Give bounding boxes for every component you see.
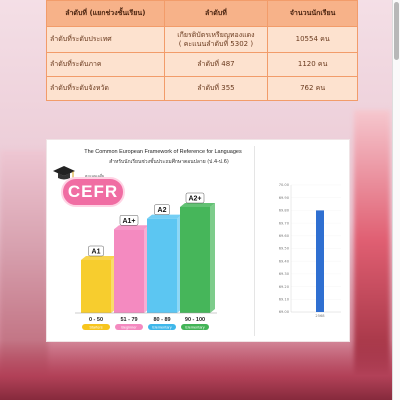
- rank-line-1: เกียรติบัตรเหรียญทองแดง: [177, 31, 255, 40]
- y-tick-label: 69.00: [278, 310, 289, 315]
- header-level: ลำดับที่ (แยกช่วงชั้นเรียน): [47, 1, 165, 27]
- row-students: 1120 คน: [268, 53, 358, 77]
- header-students: จำนวนนักเรียน: [268, 1, 358, 27]
- level-label: A2: [157, 207, 167, 215]
- cefr-bar: [114, 229, 144, 313]
- table-row: [47, 53, 358, 77]
- cefr-bar-chart: [47, 140, 257, 343]
- row-students: 10554 คน: [268, 27, 358, 53]
- y-tick-label: 69.90: [278, 195, 289, 200]
- row-rank: [164, 27, 268, 53]
- bar-top: [114, 225, 149, 229]
- score-range-label: 90 - 100: [184, 317, 206, 323]
- table-row: [47, 77, 358, 101]
- row-rank: ลำดับที่ 487: [164, 53, 268, 77]
- mini-chart-title: คะแนนเฉลี่ย: [85, 174, 105, 178]
- level-label: A1: [91, 248, 101, 256]
- row-rank: ลำดับที่ 355: [164, 77, 268, 101]
- cefr-badge: CEFR: [61, 177, 125, 207]
- card-divider: [254, 146, 255, 336]
- y-tick-label: 70.00: [278, 183, 289, 188]
- table-row: [47, 27, 358, 53]
- score-range-label: 0 - 50: [88, 317, 104, 323]
- infographic-subtitle: สำหรับนักเรียนช่วงชั้นประถมศึกษาตอนปลาย (ป.4-ป.6): [109, 159, 229, 165]
- row-level: ลำดับที่ระดับภาค: [47, 53, 165, 77]
- rank-line-2: ( คะแนนลำดับที่ 5302 ): [178, 39, 254, 48]
- y-tick-label: 69.10: [278, 297, 289, 302]
- ranking-table: [46, 0, 358, 101]
- y-tick-label: 69.70: [278, 221, 289, 226]
- cefr-bar: [180, 207, 210, 313]
- row-students: 762 คน: [268, 77, 358, 101]
- bar-top: [180, 203, 215, 207]
- y-tick-label: 69.40: [278, 259, 289, 264]
- background-bottom-decor: [0, 340, 400, 400]
- cefr-infographic-card: [46, 139, 350, 342]
- header-rank: ลำดับที่: [164, 1, 268, 27]
- y-tick-label: 69.60: [278, 234, 289, 238]
- cefr-bar: [81, 260, 111, 313]
- x-tick-label: 2568: [315, 314, 325, 318]
- row-level: ลำดับที่ระดับประเทศ: [47, 27, 165, 53]
- level-label: A1+: [122, 217, 136, 225]
- y-tick-label: 69.80: [278, 208, 289, 213]
- y-tick-label: 69.30: [278, 272, 289, 277]
- scrollbar[interactable]: [392, 0, 400, 400]
- score-range-label: 80 - 89: [153, 317, 171, 323]
- cefr-bar: [147, 219, 177, 313]
- score-range-label: 51 - 79: [120, 317, 138, 323]
- band-name-label: Beginner: [121, 325, 137, 330]
- bar-side: [210, 203, 215, 313]
- row-level: ลำดับที่ระดับจังหวัด: [47, 77, 165, 101]
- y-tick-label: 69.20: [278, 284, 289, 289]
- average-score-chart: [261, 140, 349, 340]
- band-name-label: Elementary: [152, 325, 172, 330]
- infographic-title: The Common European Framework of Reference for Languages: [84, 149, 242, 155]
- y-tick-label: 69.50: [278, 246, 289, 251]
- band-name-label: Elementary: [185, 325, 205, 330]
- bar-top: [81, 256, 116, 260]
- average-bar: [316, 210, 324, 312]
- level-label: A2+: [188, 195, 202, 203]
- band-name-label: Starters: [89, 325, 103, 330]
- bar-top: [147, 215, 182, 219]
- scrollbar-thumb[interactable]: [394, 2, 399, 60]
